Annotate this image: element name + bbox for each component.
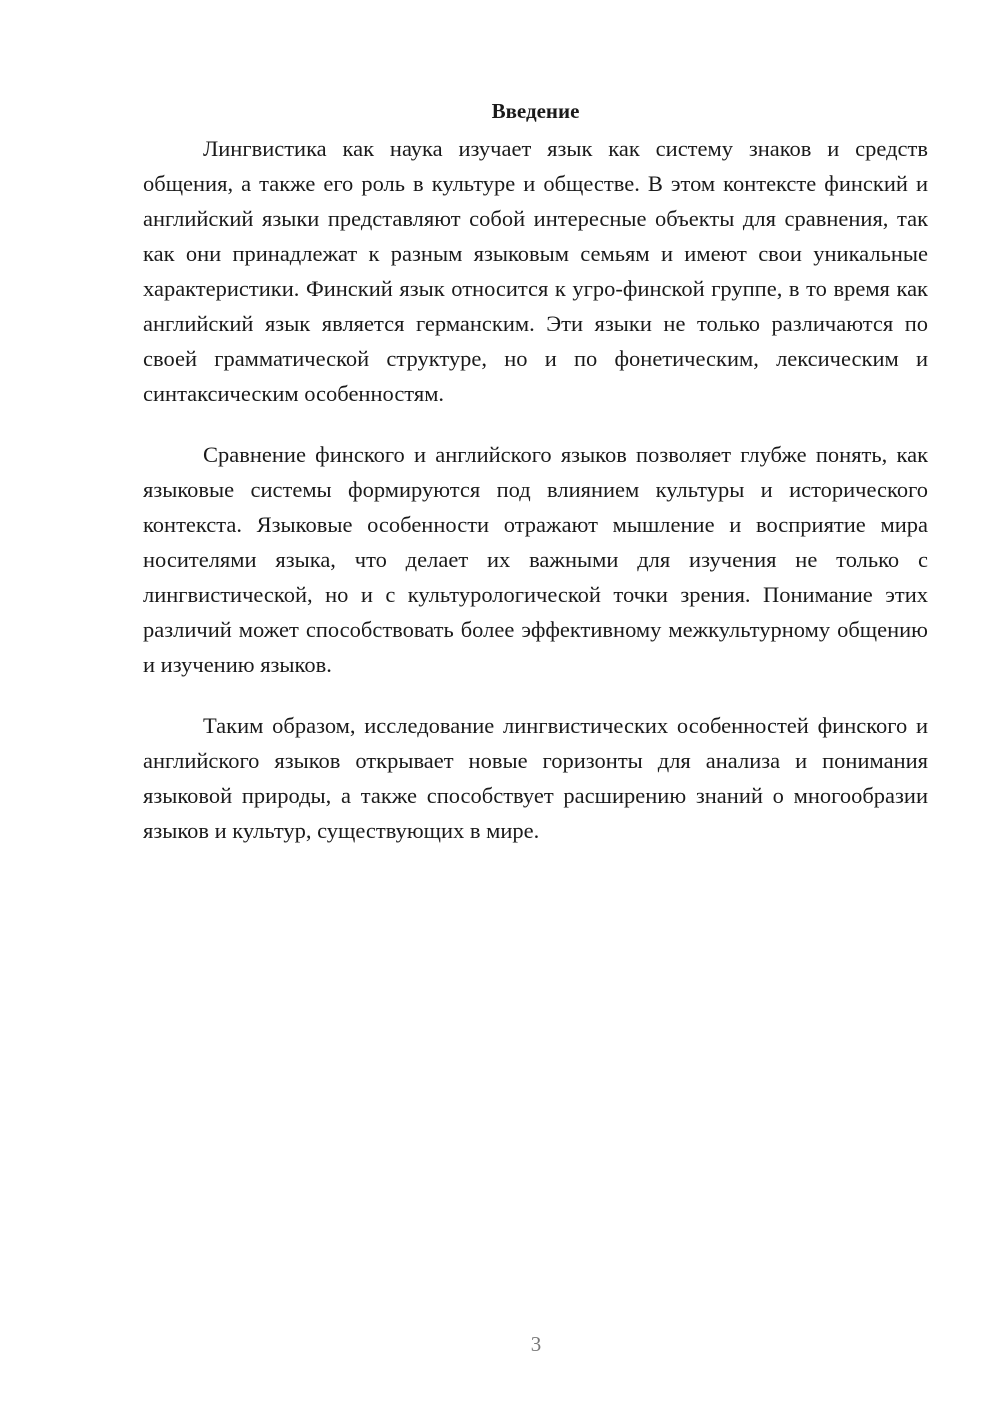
paragraph-2: Сравнение финского и английского языков позволяет глубже понять, как языковые системы формируются под влиянием культуры и исторического контекста. Языковые особенности отражают мышление и восприятие мира носителями языка, что делает их важными для изучения не только с лингвистической, но и с культурологической точки зрения. Понимание этих различий может способствовать более эффективному межкультурному общению и изучению языков. [143,442,928,677]
page-number: 3 [530,1332,542,1356]
section-heading: Введение [491,99,580,123]
paragraph-3: Таким образом, исследование лингвистических особенностей финского и английского языков открывает новые горизонты для анализа и понимания языковой природы, а также способствует расширению знаний о многообразии языков и культур, существующих в мире. [143,713,928,843]
paragraph-1: Лингвистика как наука изучает язык как систему знаков и средств общения, а также его роль в культуре и обществе. В этом контексте финский и английский языки представляют собой интересные объекты для сравнения, так как они принадлежат к разным языковым семьям и имеют свои уникальные характеристики. Финский язык относится к угро-финской группе, в то время как английский язык является германским. Эти языки не только различаются по своей грамматической структуре, но и по фонетическим, лексическим и синтаксическим особенностям. [143,136,928,406]
page-content [143,93,928,874]
